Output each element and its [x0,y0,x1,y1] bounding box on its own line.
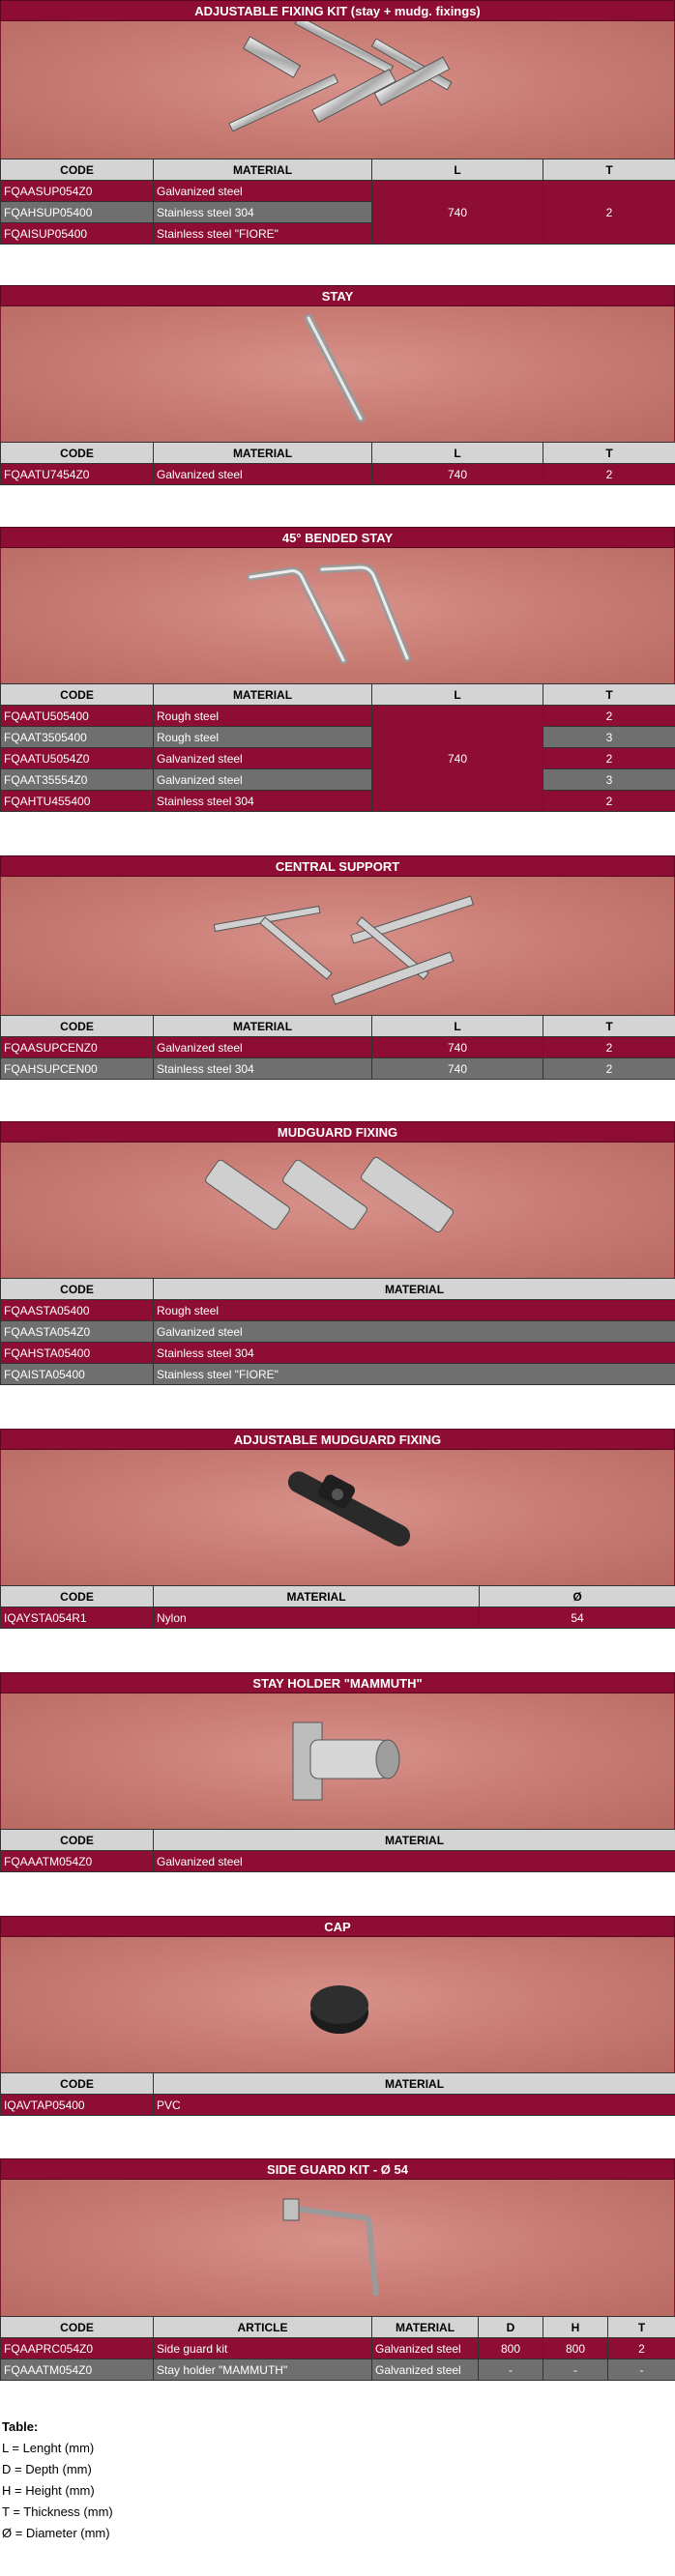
table-row [1,769,675,791]
adjustable-mudguard-fixing-image [1,1450,675,1585]
material-cell: Galvanized steel [154,1851,675,1872]
section-adjustable-mudguard-fixing [0,1429,675,1629]
col-material: MATERIAL [154,159,372,181]
col-t: T [543,1016,675,1037]
code-cell: FQAASTA054Z0 [1,1321,154,1343]
material-cell: Stainless steel 304 [154,1058,372,1080]
code-cell: IQAVTAP05400 [1,2095,154,2116]
l-cell: 740 [372,706,543,812]
col-material: MATERIAL [154,2073,675,2095]
material-cell: PVC [154,2095,675,2116]
table-row [1,1321,675,1343]
section-cap [0,1916,675,2116]
col-material: MATERIAL [372,2317,479,2338]
col-code: CODE [1,2073,154,2095]
product-photo [0,548,675,683]
table-row [1,1364,675,1385]
table-row [1,181,675,202]
t-cell: 2 [543,1058,675,1080]
product-photo [0,1937,675,2072]
mudguard-fixing-image [1,1143,675,1278]
product-photo [0,21,675,159]
h-cell: - [543,2359,608,2381]
material-cell: Stainless steel "FIORE" [154,1364,675,1385]
side-guard-kit-image [1,2180,675,2316]
section-title: MUDGUARD FIXING [0,1121,675,1143]
section-adjustable-fixing-kit [0,0,675,245]
h-cell: 800 [543,2338,608,2359]
section-side-guard-kit [0,2158,675,2381]
l-cell: 740 [372,181,543,245]
d-cell: 800 [479,2338,543,2359]
col-l: L [372,684,543,706]
t-cell: 2 [543,181,675,245]
col-d: D [479,2317,543,2338]
t-cell: 3 [543,769,675,791]
col-t: T [543,443,675,464]
section-mudguard-fixing [0,1121,675,1385]
t-cell: 2 [543,706,675,727]
t-cell: - [608,2359,675,2381]
material-cell: Nylon [154,1607,480,1629]
code-cell: FQAISUP05400 [1,223,154,245]
code-cell: FQAHSUPCEN00 [1,1058,154,1080]
d-cell: - [479,2359,543,2381]
product-photo [0,1450,675,1585]
sideguard-table [0,2316,675,2381]
col-material: MATERIAL [154,684,372,706]
l-cell: 740 [372,1058,543,1080]
col-l: L [372,159,543,181]
code-cell: FQAATU7454Z0 [1,464,154,485]
kit-table [0,159,675,245]
code-cell: FQAATU5054Z0 [1,748,154,769]
legend-line: L = Lenght (mm) [2,2441,95,2455]
stay-image [1,306,675,442]
material-cell: Galvanized steel [154,769,372,791]
t-cell: 2 [543,791,675,812]
material-cell: Galvanized steel [372,2359,479,2381]
col-code: CODE [1,1016,154,1037]
cap-table [0,2072,675,2116]
material-cell: Galvanized steel [154,748,372,769]
material-cell: Rough steel [154,706,372,727]
table-row [1,464,675,485]
material-cell: Stainless steel 304 [154,791,372,812]
col-l: L [372,443,543,464]
table-row [1,1037,675,1058]
material-cell: Galvanized steel [154,464,372,485]
code-cell: FQAAT3505400 [1,727,154,748]
section-title: ADJUSTABLE FIXING KIT (stay + mudg. fixings) [0,0,675,21]
l-cell: 740 [372,464,543,485]
col-code: CODE [1,1586,154,1607]
section-title: STAY HOLDER "MAMMUTH" [0,1672,675,1693]
table-row [1,2359,675,2381]
table-row [1,1851,675,1872]
table-row [1,727,675,748]
col-material: MATERIAL [154,1586,480,1607]
table-row [1,791,675,812]
t-cell: 2 [543,748,675,769]
material-cell: Galvanized steel [154,181,372,202]
l-cell: 740 [372,1037,543,1058]
col-t: T [608,2317,675,2338]
col-code: CODE [1,159,154,181]
section-title: 45° BENDED STAY [0,527,675,548]
col-code: CODE [1,2317,154,2338]
adjmud-table [0,1585,675,1629]
col-code: CODE [1,1830,154,1851]
code-cell: FQAHSUP05400 [1,202,154,223]
table-row [1,1300,675,1321]
bended-stay-image [1,548,675,683]
material-cell: Stainless steel 304 [154,202,372,223]
material-cell: Rough steel [154,1300,675,1321]
code-cell: FQAAPRC054Z0 [1,2338,154,2359]
col-t: T [543,159,675,181]
col-code: CODE [1,684,154,706]
table-row [1,748,675,769]
article-cell: Side guard kit [154,2338,372,2359]
col-material: MATERIAL [154,1016,372,1037]
col-l: L [372,1016,543,1037]
code-cell: FQAHSTA05400 [1,1343,154,1364]
t-cell: 2 [543,464,675,485]
section-stay [0,285,675,485]
product-photo [0,1693,675,1829]
table-row [1,1607,675,1629]
legend-line: H = Height (mm) [2,2483,95,2498]
central-support-image [1,877,675,1015]
t-cell: 2 [608,2338,675,2359]
section-central-support [0,855,675,1080]
fixing-kit-image [1,21,675,159]
col-material: MATERIAL [154,1279,675,1300]
table-row [1,1058,675,1080]
col-code: CODE [1,1279,154,1300]
legend-line: D = Depth (mm) [2,2462,92,2476]
section-title: CENTRAL SUPPORT [0,855,675,877]
product-photo [0,877,675,1015]
col-article: ARTICLE [154,2317,372,2338]
legend-title: Table: [2,2419,39,2434]
table-row [1,2095,675,2116]
section-bended-stay [0,527,675,812]
diameter-cell: 54 [480,1607,675,1629]
material-cell: Galvanized steel [372,2338,479,2359]
material-cell: Galvanized steel [154,1321,675,1343]
code-cell: FQAATU505400 [1,706,154,727]
code-cell: FQAISTA05400 [1,1364,154,1385]
code-cell: FQAAATM054Z0 [1,1851,154,1872]
t-cell: 2 [543,1037,675,1058]
mudfix-table [0,1278,675,1385]
product-photo [0,2180,675,2316]
stay-table [0,442,675,485]
cap-image [1,1937,675,2072]
section-title: STAY [0,285,675,306]
material-cell: Rough steel [154,727,372,748]
code-cell: FQAASUPCENZ0 [1,1037,154,1058]
t-cell: 3 [543,727,675,748]
section-stay-holder [0,1672,675,1872]
code-cell: FQAAATM054Z0 [1,2359,154,2381]
col-material: MATERIAL [154,1830,675,1851]
col-h: H [543,2317,608,2338]
holder-table [0,1829,675,1872]
col-t: T [543,684,675,706]
section-title: CAP [0,1916,675,1937]
code-cell: FQAHTU455400 [1,791,154,812]
code-cell: FQAASUP054Z0 [1,181,154,202]
central-table [0,1015,675,1080]
section-title: ADJUSTABLE MUDGUARD FIXING [0,1429,675,1450]
table-row [1,706,675,727]
table-row [1,1343,675,1364]
material-cell: Stainless steel 304 [154,1343,675,1364]
article-cell: Stay holder "MAMMUTH" [154,2359,372,2381]
code-cell: IQAYSTA054R1 [1,1607,154,1629]
bended-table [0,683,675,812]
col-code: CODE [1,443,154,464]
legend [2,2417,113,2544]
col-diameter: Ø [480,1586,675,1607]
stay-holder-image [1,1693,675,1829]
legend-line: Ø = Diameter (mm) [2,2526,110,2540]
product-photo [0,306,675,442]
col-material: MATERIAL [154,443,372,464]
product-photo [0,1143,675,1278]
code-cell: FQAASTA05400 [1,1300,154,1321]
legend-line: T = Thickness (mm) [2,2504,113,2519]
material-cell: Galvanized steel [154,1037,372,1058]
material-cell: Stainless steel "FIORE" [154,223,372,245]
table-row [1,2338,675,2359]
section-title: SIDE GUARD KIT - Ø 54 [0,2158,675,2180]
code-cell: FQAAT35554Z0 [1,769,154,791]
